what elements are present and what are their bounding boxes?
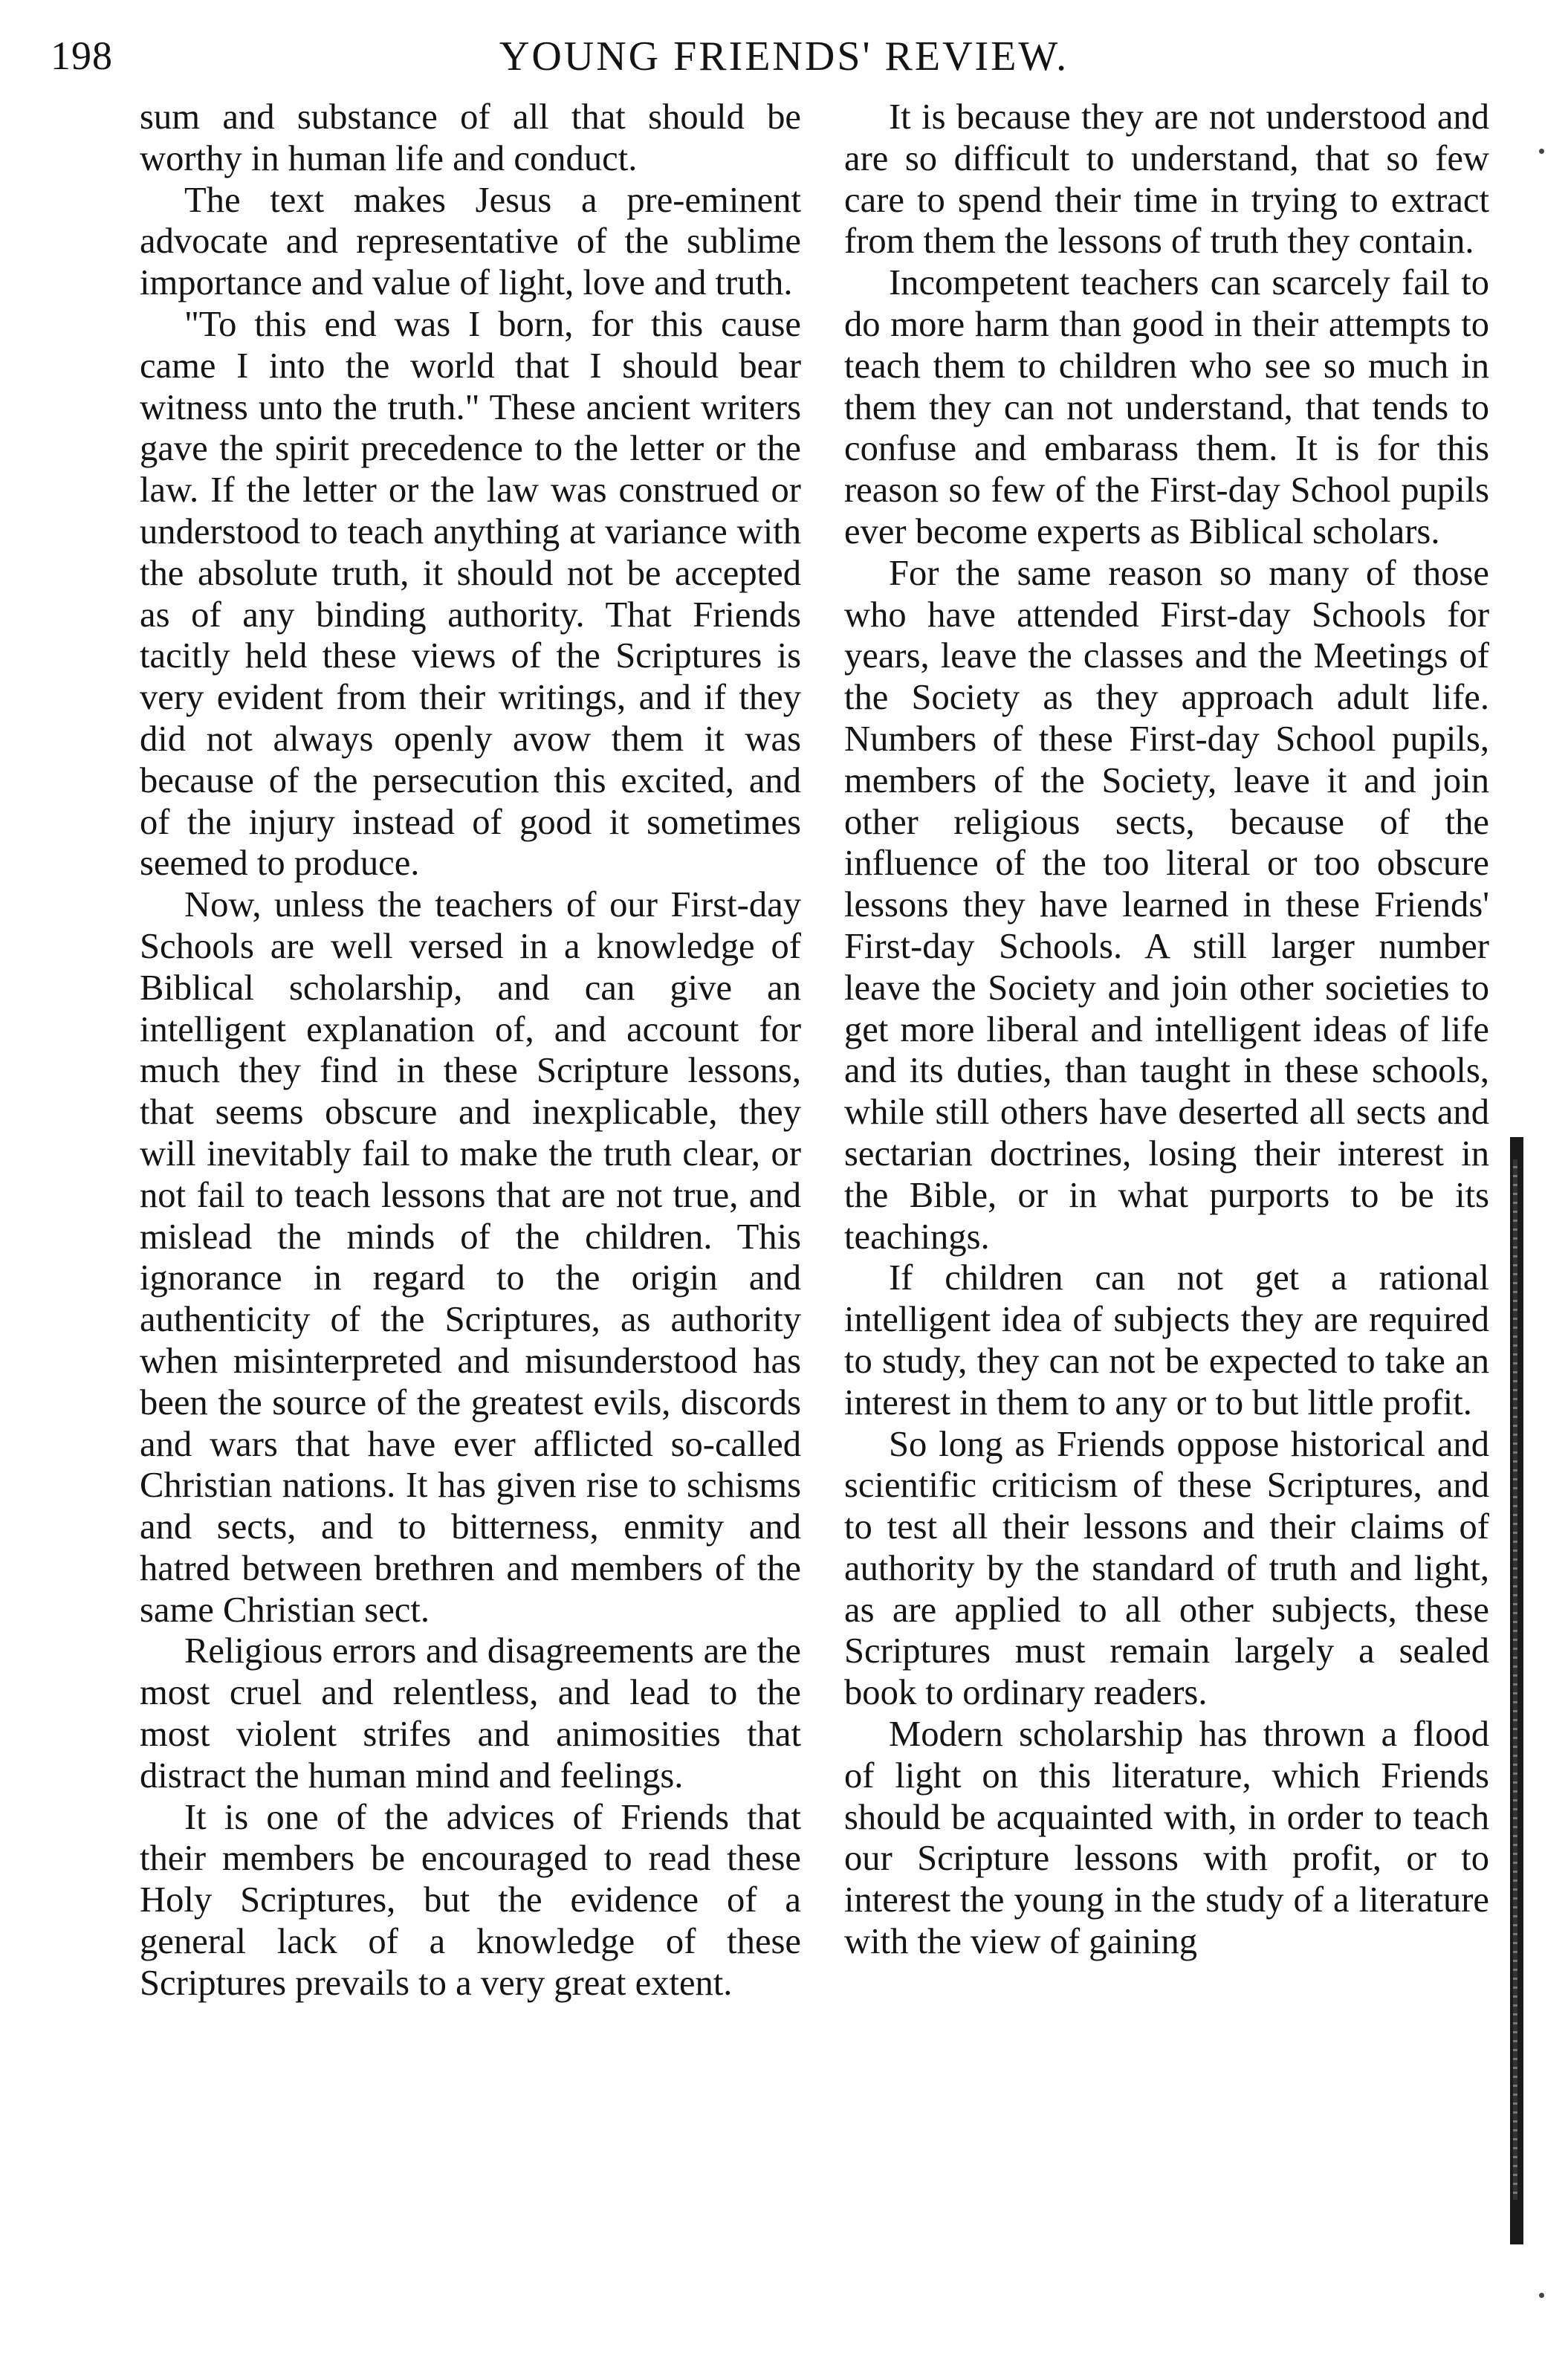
paragraph: So long as Friends oppose historical and scientific criticism of these Scriptures, and to test all their lessons and their claims of authority by the standard of truth and light, as are applied to all other subjects, these Scriptures must remain largely a sealed book to ordinary readers. — [844, 1423, 1489, 1713]
scan-speck — [1539, 149, 1544, 154]
page-number: 198 — [51, 33, 113, 78]
paragraph: For the same reason so many of those who have attended First-day Schools for years, leave the classes and the Meetings of the Society as they approach adult life. Numbers of these First-day School pupils, members of the Society, leave it and join other religious sects, because of the influence of the too literal or too obscure lessons they have learned in these Friends' First-day Schools. A still larger number leave the Society and join other societies to get more liberal and intelligent ideas of life and its duties, than taught in these schools, while still others have deserted all sects and sectarian doctrines, losing their interest in the Bible, or in what purports to be its teachings. — [844, 552, 1489, 1257]
paragraph: It is one of the advices of Friends that their members be encouraged to read these Holy Scriptures, but the evidence of a general lack of a knowledge of these Scriptures prevails to a very great extent. — [140, 1796, 801, 2003]
paragraph: "To this end was I born, for this cause came I into the world that I should bear witness unto the truth." These ancient writers gave the spirit precedence to the letter or the law. If the letter or the law was construed or understood to teach anything at variance with the absolute truth, it should not be accepted as of any binding authority. That Friends tacitly held these views of the Scriptures is very evident from their writings, and if they did not always openly avow them it was because of the persecution this excited, and of the injury instead of good it sometimes seemed to produce. — [140, 303, 801, 884]
left-column — [140, 97, 801, 2326]
right-column — [844, 97, 1489, 2326]
paragraph: It is because they are not understood and are so difficult to understand, that so few care to spend their time in trying to extract from them the lessons of truth they contain. — [844, 97, 1489, 262]
paragraph: If children can not get a rational intelligent idea of subjects they are required to study, they can not be expected to take an interest in them to any or to but little profit. — [844, 1257, 1489, 1422]
paragraph: sum and substance of all that should be worthy in human life and conduct. — [140, 97, 801, 178]
paragraph: Incompetent teachers can scarcely fail to do more harm than good in their attempts to teach them to children who see so much in them they can not understand, that tends to confuse and embarass them. It is for this reason so few of the First-day School pupils ever become experts as Biblical scholars. — [844, 262, 1489, 551]
paragraph: The text makes Jesus a pre-eminent advocate and representative of the sublime importance and value of light, love and truth. — [140, 179, 801, 303]
page-header — [51, 12, 1517, 86]
paragraph: Religious errors and disagreements are the most cruel and relentless, and lead to the most violent strifes and animosities that distract the human mind and feelings. — [140, 1631, 801, 1796]
scan-speck — [1539, 2293, 1544, 2298]
paragraph: Modern scholarship has thrown a flood of light on this literature, which Friends should be acquainted with, in order to teach our Scripture lessons with profit, or to interest the young in the study of a literature with the view of gaining — [844, 1714, 1489, 1962]
binding-edge-shadow — [1510, 1137, 1523, 2244]
running-head: YOUNG FRIENDS' REVIEW. — [499, 33, 1069, 80]
paragraph: Now, unless the teachers of our First-day Schools are well versed in a knowledge of Biblical scholarship, and can give an intelligent explanation of, and account for much they find in these Scripture lessons, that seems obscure and inexplicable, they will inevitably fail to make the truth clear, or not fail to teach lessons that are not true, and mislead the minds of the children. This ignorance in regard to the origin and authenticity of the Scriptures, as authority when misinterpreted and misunderstood has been the source of the greatest evils, discords and wars that have ever afflicted so-called Christian nations. It has given rise to schisms and sects, and to bitterness, enmity and hatred between brethren and members of the same Christian sect. — [140, 884, 801, 1630]
